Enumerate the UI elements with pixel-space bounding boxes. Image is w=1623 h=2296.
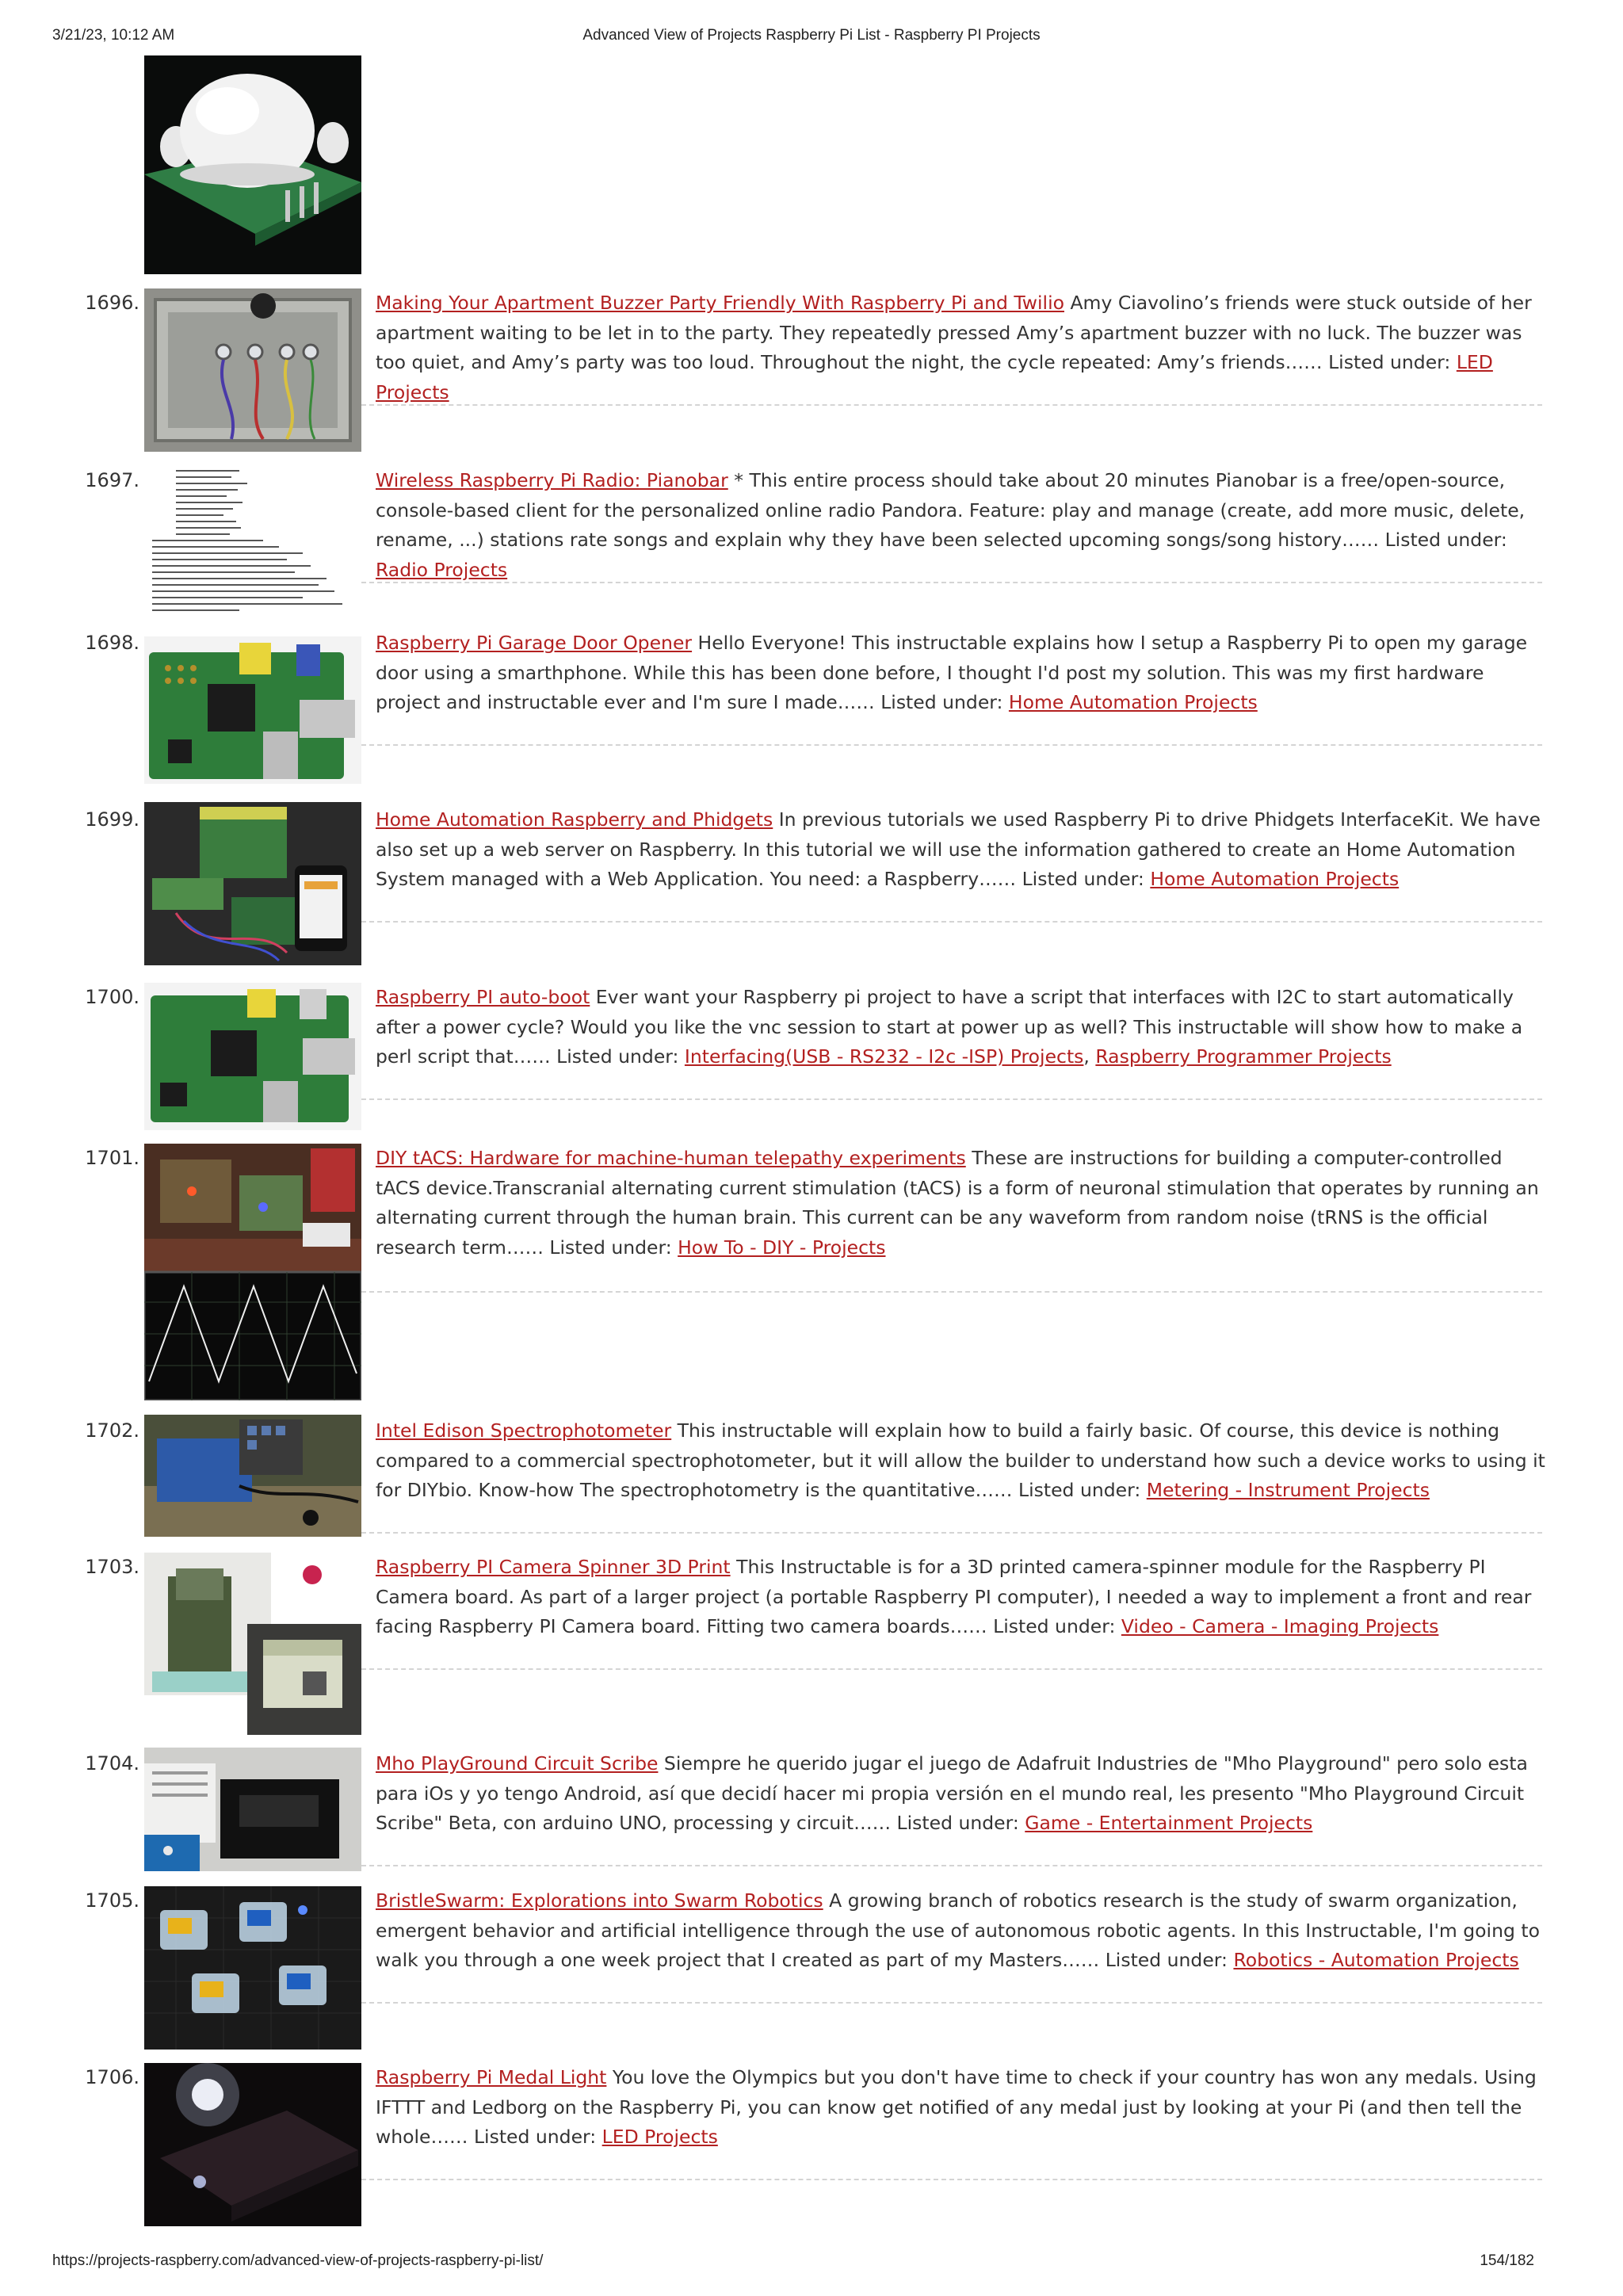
item-description: You love the Olympics but you don't have time to check if your country has won any medals. Using IFTTT and Ledborg on the Raspberry Pi, you can know get notified of any medal just by looking at your Pi (and then tell the whole…… Listed under: [376, 2066, 1537, 2148]
item-text [376, 1144, 1547, 1263]
item-description: This Instructable is for a 3D printed camera-spinner module for the Raspberry PI Camera board. As part of a larger project (a portable Raspberry PI computer), I needed a way to implement a front and rear facing Raspberry PI Camera board. Fitting two camera boards…… Listed under: [376, 1556, 1532, 1637]
separator [361, 1291, 1542, 1293]
item-thumbnail[interactable] [144, 1553, 361, 1735]
item-description: Siempre he querido jugar el juego de Adafruit Industries de "Mho Playground" pero solo esta para iOs y yo tengo Android, así que decidí hacer mi propia versión en el mundo real, les presento "Mho Playground Circuit Scribe" Beta, con arduino UNO, processing y circuit…… Listed under: [376, 1752, 1528, 1834]
item-title-link[interactable]: Making Your Apartment Buzzer Party Friendly With Raspberry Pi and Twilio [376, 292, 1064, 314]
separator [361, 1532, 1542, 1534]
print-datetime: 3/21/23, 10:12 AM [52, 27, 175, 44]
item-description: * This entire process should take about 20 minutes Pianobar is a free/open-source, console-based client for the personalized online radio Pandora. Feature: play and manage (create, add more music, delete, rename, ...) stations rate songs and explain why they have been selected upcoming songs/song history…… Listed under: [376, 469, 1526, 551]
item-title-link[interactable]: Raspberry Pi Garage Door Opener [376, 632, 693, 654]
item-description: Amy Ciavolino’s friends were stuck outside of her apartment waiting to be let in to the party. They repeatedly pressed Amy’s apartment buzzer with no luck. The buzzer was too quiet, and Amy’s party was too loud. Throughout the night, the cycle repeated: Amy’s friends…… Listed under: [376, 292, 1532, 373]
separator [361, 404, 1542, 406]
print-footer [0, 2252, 1623, 2284]
category-separator: , [1083, 1045, 1096, 1068]
item-thumbnail[interactable] [144, 2063, 361, 2226]
item-description: Ever want your Raspberry pi project to have a script that interfaces with I2C to start automatically after a power cycle? Would you like the vnc session to start at power up as well? This instructable will show how to make a perl script that…… Listed under: [376, 986, 1523, 1068]
category-link[interactable]: Video - Camera - Imaging Projects [1121, 1615, 1439, 1637]
item-number: 1700. [85, 986, 139, 1008]
item-title-link[interactable]: Mho PlayGround Circuit Scribe [376, 1752, 659, 1775]
item-number: 1701. [85, 1147, 139, 1169]
item-title-link[interactable]: Raspberry Pi Medal Light [376, 2066, 607, 2088]
item-thumbnail[interactable] [144, 802, 361, 965]
item-text [376, 466, 1547, 585]
item-thumbnail[interactable] [144, 466, 361, 613]
print-page-title: Advanced View of Projects Raspberry Pi List - Raspberry PI Projects [582, 27, 1041, 44]
item-description: A growing branch of robotics research is the study of swarm organization, emergent behavior and artificial intelligence through the use of autonomous robotic agents. In this Instructable, I'm going to walk you through a one week project that I created as part of my Masters…… Listed under: [376, 1889, 1540, 1971]
item-title-link[interactable]: Raspberry PI auto-boot [376, 986, 590, 1008]
category-link[interactable]: Radio Projects [376, 558, 508, 581]
item-text [376, 983, 1547, 1072]
separator [361, 1865, 1542, 1866]
item-number: 1706. [85, 2066, 139, 2088]
item-thumbnail[interactable] [144, 1886, 361, 2050]
item-number: 1705. [85, 1889, 139, 1912]
category-link[interactable]: Metering - Instrument Projects [1146, 1479, 1430, 1501]
separator [361, 2179, 1542, 2180]
item-number: 1697. [85, 469, 139, 491]
category-link[interactable]: Home Automation Projects [1008, 691, 1258, 713]
print-url: https://projects-raspberry.com/advanced-view-of-projects-raspberry-pi-list/ [52, 2252, 544, 2269]
separator [361, 582, 1542, 583]
item-title-link[interactable]: Wireless Raspberry Pi Radio: Pianobar [376, 469, 728, 491]
item-text [376, 805, 1547, 895]
item-title-link[interactable]: Intel Edison Spectrophotometer [376, 1419, 672, 1442]
item-number: 1696. [85, 292, 139, 314]
item-title-link[interactable]: Raspberry PI Camera Spinner 3D Print [376, 1556, 731, 1578]
item-text [376, 1886, 1547, 1976]
category-link[interactable]: Raspberry Programmer Projects [1095, 1045, 1392, 1068]
item-text [376, 628, 1547, 718]
item-text [376, 1416, 1547, 1506]
item-thumbnail[interactable] [144, 1748, 361, 1871]
item-text [376, 2063, 1547, 2153]
item-title-link[interactable]: Home Automation Raspberry and Phidgets [376, 808, 773, 831]
separator [361, 921, 1542, 923]
category-link[interactable]: How To - DIY - Projects [678, 1236, 886, 1259]
item-thumbnail[interactable] [144, 288, 361, 452]
item-description: These are instructions for building a computer-controlled tACS device.Transcranial alternating current stimulation (tACS) is a form of neuronal stimulation that operates by running an alternating current through the human brain. This current can be any waveform from random noise (tRNS is the official research term…… Listed under: [376, 1147, 1539, 1259]
separator [361, 1098, 1542, 1100]
separator [361, 2002, 1542, 2004]
item-number: 1702. [85, 1419, 139, 1442]
item-number: 1699. [85, 808, 139, 831]
separator [361, 744, 1542, 746]
category-link[interactable]: LED Projects [601, 2126, 718, 2148]
item-thumbnail[interactable] [144, 636, 361, 784]
item-number: 1704. [85, 1752, 139, 1775]
category-link[interactable]: LED Projects [376, 351, 1493, 403]
item-text [376, 288, 1547, 407]
print-header [0, 27, 1623, 59]
item-thumbnail[interactable] [144, 1415, 361, 1537]
category-link[interactable]: Interfacing(USB - RS232 - I2c -ISP) Projects [684, 1045, 1084, 1068]
item-title-link[interactable]: BristleSwarm: Explorations into Swarm Robotics [376, 1889, 823, 1912]
item-text [376, 1749, 1547, 1839]
category-link[interactable]: Robotics - Automation Projects [1233, 1949, 1519, 1971]
item-number: 1698. [85, 632, 139, 654]
separator [361, 1668, 1542, 1670]
item-description: This instructable will explain how to build a fairly basic. Of course, this device is nothing compared to a commercial spectrophotometer, but it will allow the builder to understand how such a device works to using it for DIYbio. Know-how The spectrophotometry is the quantitative…… Listed under: [376, 1419, 1545, 1501]
category-link[interactable]: Home Automation Projects [1150, 868, 1400, 890]
item-text [376, 1553, 1547, 1642]
item-thumbnail[interactable] [144, 1144, 361, 1400]
item-description: In previous tutorials we used Raspberry Pi to drive Phidgets InterfaceKit. We have also set up a web server on Raspberry. In this tutorial we will use the information gathered to create an Home Automation System managed with a Web Application. You need: a Raspberry…… Listed under: [376, 808, 1541, 890]
item-title-link[interactable]: DIY tACS: Hardware for machine-human telepathy experiments [376, 1147, 966, 1169]
item-thumbnail[interactable] [144, 983, 361, 1130]
pir-sensor-thumbnail[interactable] [144, 55, 361, 274]
print-page-number: 154/182 [1480, 2252, 1534, 2269]
category-link[interactable]: Game - Entertainment Projects [1025, 1812, 1313, 1834]
item-description: Hello Everyone! This instructable explains how I setup a Raspberry Pi to open my garage door using a smarthphone. While this has been done before, I thought I'd post my solution. This was my first hardware project and instructable ever and I'm sure I made…… Listed under: [376, 632, 1528, 713]
item-number: 1703. [85, 1556, 139, 1578]
